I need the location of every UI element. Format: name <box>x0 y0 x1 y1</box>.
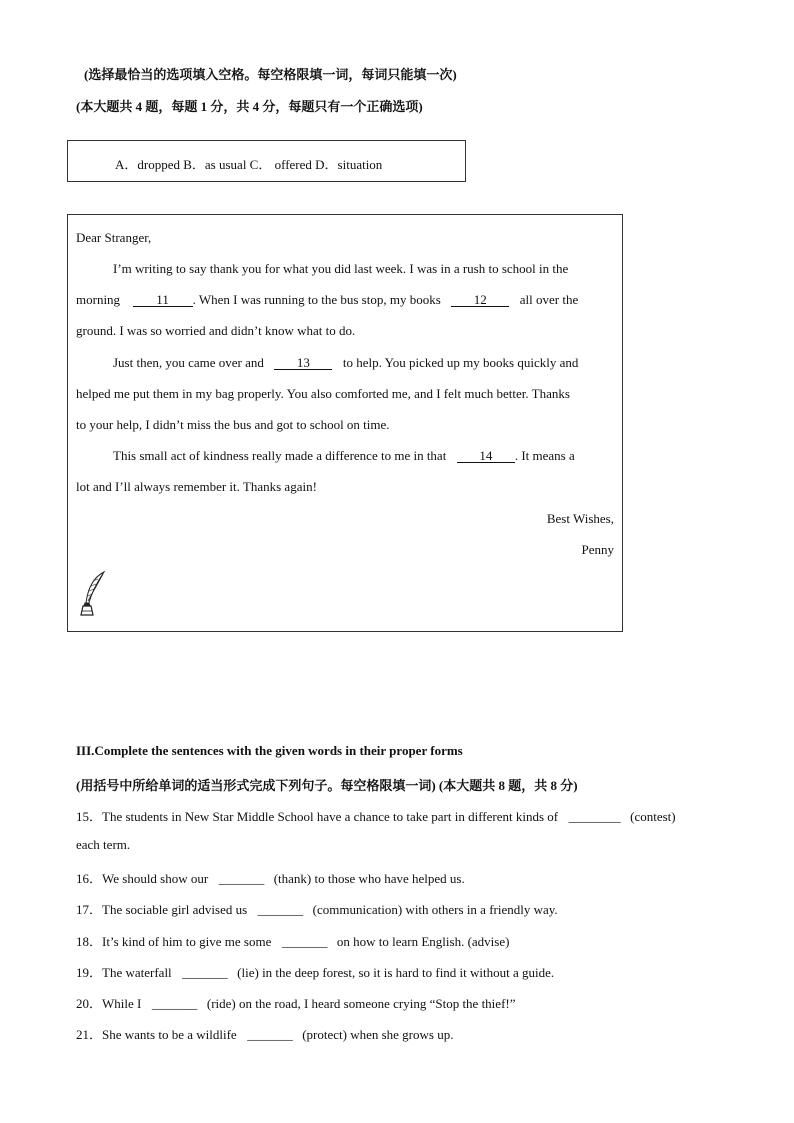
question-text: The waterfall <box>102 965 172 980</box>
quill-pen-icon <box>76 569 108 619</box>
question-15-continued: each term. <box>76 837 131 852</box>
question-15 <box>76 806 676 825</box>
section-instruction: (选择最恰当的选项填入空格。每空格限填一词，每词只能填一次) <box>84 67 457 82</box>
answer-blank[interactable]: _______ <box>281 934 328 949</box>
question-17 <box>76 899 558 918</box>
question-number: 15． <box>76 809 103 824</box>
answer-blank[interactable]: _______ <box>218 871 265 886</box>
text-segment: . When I was running to the bus stop, my books <box>192 292 441 307</box>
section-subtitle: (用括号中所给单词的适当形式完成下列句子。每空格限填一词) (本大题共 8 题，共 8 分) <box>76 778 578 793</box>
question-hint: (lie) in the deep forest, so it is hard to find it without a guide. <box>237 965 555 980</box>
question-16 <box>76 868 465 887</box>
question-number: 19． <box>76 965 103 980</box>
question-19 <box>76 962 554 981</box>
question-hint: (protect) when she grows up. <box>302 1027 454 1042</box>
letter-p1-line3: ground. I was so worried and didn’t know what to do. <box>76 323 356 338</box>
question-hint: (communication) with others in a friendly way. <box>312 902 558 917</box>
question-number: 17． <box>76 902 103 917</box>
question-text: The students in New Star Middle School have a chance to take part in different kinds of <box>102 809 559 824</box>
question-number: 20． <box>76 996 103 1011</box>
letter-p3-line1 <box>113 448 575 464</box>
letter-box <box>67 214 623 632</box>
answer-blank[interactable]: _______ <box>257 902 304 917</box>
question-text: While I <box>102 996 142 1011</box>
question-text: She wants to be a wildlife <box>102 1027 237 1042</box>
text-segment: This small act of kindness really made a difference to me in that <box>113 448 447 463</box>
answer-blank[interactable]: ________ <box>568 809 621 824</box>
question-hint: (thank) to those who have helped us. <box>273 871 465 886</box>
text-segment: morning <box>76 292 121 307</box>
letter-salutation: Dear Stranger, <box>76 230 152 245</box>
question-18 <box>76 931 509 950</box>
text-segment: all over the <box>519 292 579 307</box>
answer-blank[interactable]: _______ <box>151 996 198 1011</box>
answer-blank[interactable]: _______ <box>247 1027 293 1042</box>
letter-closing: Best Wishes, <box>546 511 614 526</box>
text-segment: . It means a <box>514 448 575 463</box>
options-list: A．dropped B．as usual C． offered D．situation <box>115 157 383 172</box>
letter-p1-line2 <box>76 292 578 308</box>
question-number: 21． <box>76 1027 103 1042</box>
question-hint: (contest) <box>630 809 676 824</box>
blank-12[interactable]: 12 <box>451 293 509 307</box>
question-hint: on how to learn English. (advise) <box>336 934 510 949</box>
letter-p2-line3: to your help, I didn’t miss the bus and got to school on time. <box>76 417 390 432</box>
text-segment: to help. You picked up my books quickly and <box>342 355 579 370</box>
question-21 <box>76 1024 453 1043</box>
section-title: III.Complete the sentences with the given words in their proper forms <box>76 743 463 758</box>
question-text: It’s kind of him to give me some <box>102 934 272 949</box>
question-number: 16． <box>76 871 103 886</box>
letter-signature: Penny <box>581 542 614 557</box>
answer-blank[interactable]: _______ <box>182 965 228 980</box>
section-scoring: (本大题共 4 题，每题 1 分，共 4 分，每题只有一个正确选项) <box>76 99 423 114</box>
blank-14[interactable]: 14 <box>457 449 515 463</box>
question-number: 18． <box>76 934 103 949</box>
blank-11[interactable]: 11 <box>133 293 193 307</box>
letter-p3-line2: lot and I’ll always remember it. Thanks again! <box>76 479 317 494</box>
options-box <box>67 140 466 182</box>
letter-p2-line2: helped me put them in my bag properly. You also comforted me, and I felt much better. Thanks <box>76 386 570 401</box>
question-text: We should show our <box>102 871 209 886</box>
question-hint: (ride) on the road, I heard someone crying “Stop the thief!” <box>206 996 516 1011</box>
question-text: The sociable girl advised us <box>102 902 248 917</box>
question-20 <box>76 993 516 1012</box>
text-segment: Just then, you came over and <box>113 355 264 370</box>
letter-p1-line1: I’m writing to say thank you for what you did last week. I was in a rush to school in the <box>113 261 569 276</box>
blank-13[interactable]: 13 <box>274 356 332 370</box>
letter-p2-line1 <box>113 355 578 371</box>
